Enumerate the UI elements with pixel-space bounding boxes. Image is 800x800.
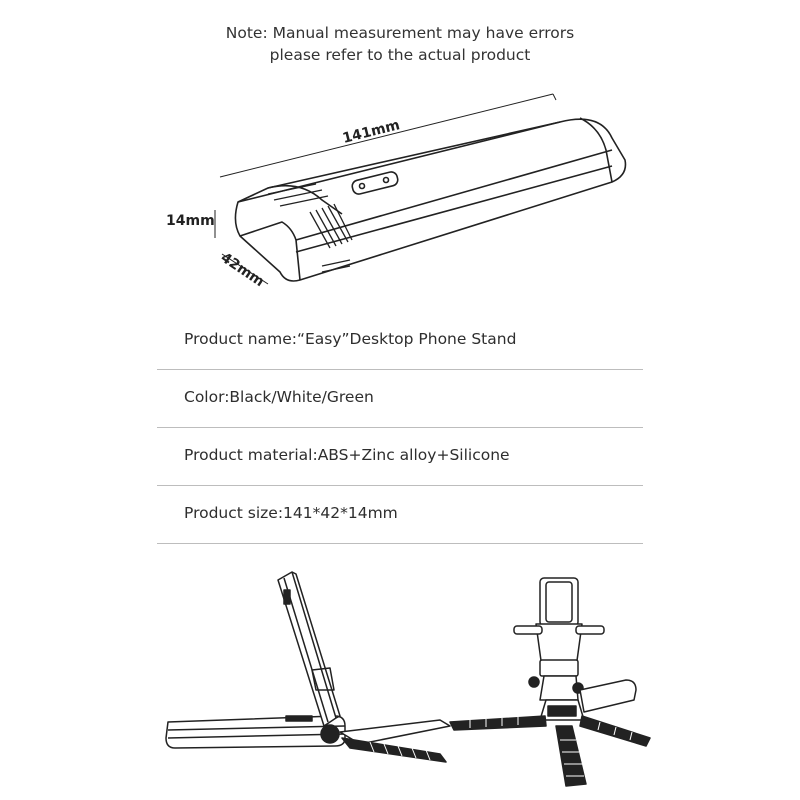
length-dimension: 141mm [340, 117, 402, 147]
spec-text: Product size:141*42*14mm [184, 504, 398, 522]
note-line-1: Note: Manual measurement may have errors [225, 24, 575, 42]
height-dimension: 14mm [166, 213, 215, 229]
spec-text: Color:Black/White/Green [184, 388, 374, 406]
width-dimension: 42mm [217, 249, 267, 291]
note-line-2: please refer to the actual product [269, 46, 531, 64]
spec-text: Product name:“Easy”Desktop Phone Stand [184, 330, 517, 348]
spec-text: Product material:ABS+Zinc alloy+Silicone [184, 446, 510, 464]
